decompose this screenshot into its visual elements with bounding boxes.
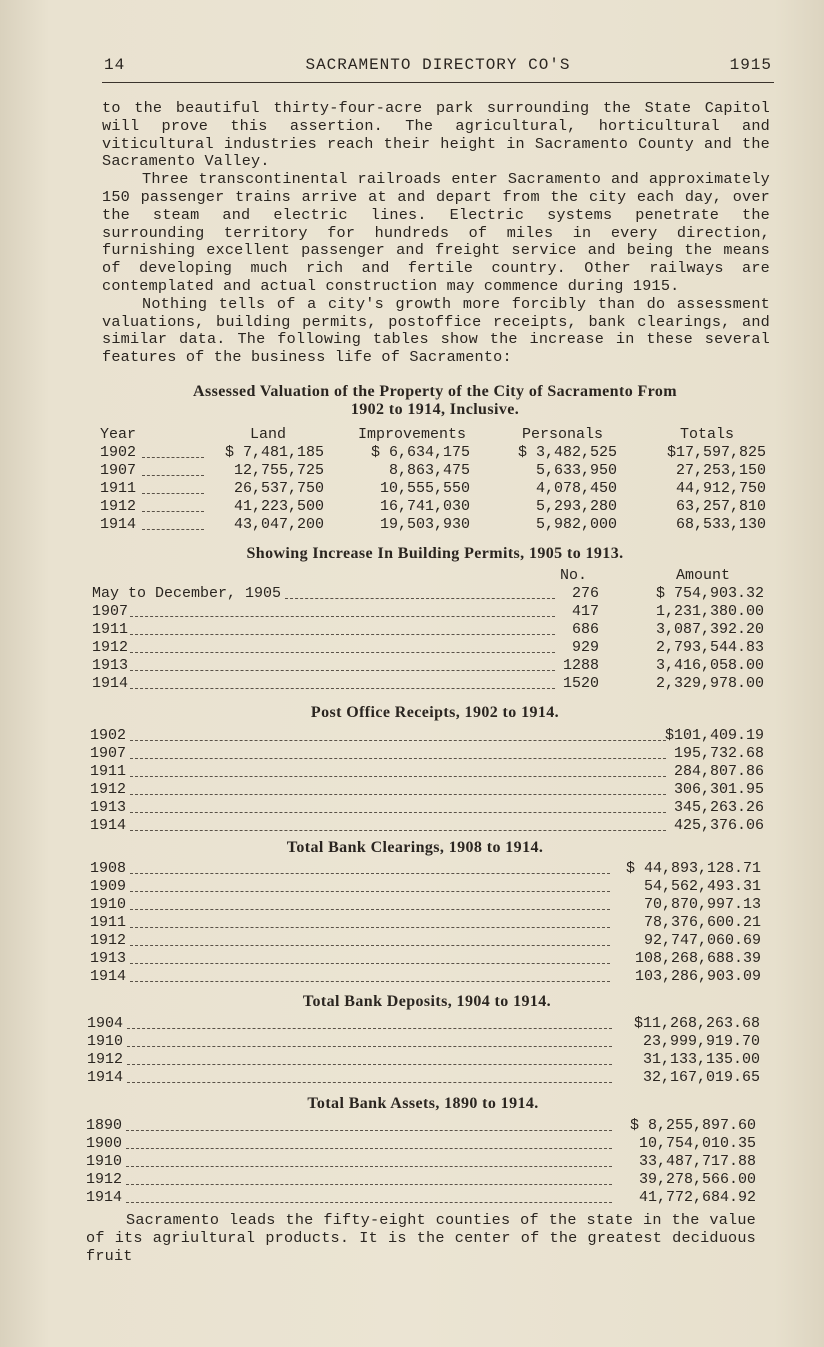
clearings-amount: 92,747,060.69 (643, 932, 761, 949)
assets-amount: 41,772,684.92 (638, 1189, 756, 1206)
deposits-amount: 23,999,919.70 (642, 1033, 760, 1050)
permit-count: 1288 (562, 657, 599, 674)
assets-year: 1912 (86, 1171, 123, 1188)
running-title: SACRAMENTO DIRECTORY CO'S (305, 56, 571, 74)
year-cell: 1912 (100, 498, 137, 515)
permit-count: 276 (571, 585, 599, 602)
permit-count: 929 (571, 639, 599, 656)
totals-cell: 44,912,750 (675, 480, 766, 497)
land-cell: 41,223,500 (233, 498, 324, 515)
permit-period: 1914 (92, 675, 129, 692)
clearings-year: 1913 (90, 950, 127, 967)
personals-cell: 5,982,000 (535, 516, 617, 533)
deposits-year: 1912 (87, 1051, 124, 1068)
deposits-year: 1910 (87, 1033, 124, 1050)
dot-leader (130, 963, 610, 964)
assets-amount: $ 8,255,897.60 (629, 1117, 756, 1134)
personals-cell: 5,633,950 (535, 462, 617, 479)
intro-paragraph-2: Three transcontinental railroads enter Sacramento and approximately 150 passenger trains arrive at and depart from the city each day, over the steam and electric lines. Electric systems penetrate the surrounding territory for hundreds of miles in every direction, furnishing excellent passenger and freight service and being the means of developing much rich and fertile country. Other railways are contemplated and actual construction may commence during 1915. (102, 170, 770, 295)
clearings-amount: 70,870,997.13 (643, 896, 761, 913)
dot-leader (130, 891, 610, 892)
closing-paragraph: Sacramento leads the fifty-eight counties of the state in the value of its agriultural products. It is the center of the greatest deciduous fruit (86, 1211, 756, 1265)
totals-cell: $17,597,825 (666, 444, 766, 461)
column-header: Totals (680, 426, 735, 443)
valuation-title (100, 383, 770, 419)
post-office-amount: 195,732.68 (673, 745, 764, 762)
assets-amount: 10,754,010.35 (638, 1135, 756, 1152)
clearings-year: 1908 (90, 860, 127, 877)
post-office-year: 1914 (90, 817, 127, 834)
clearings-year: 1912 (90, 932, 127, 949)
header-rule (102, 82, 774, 83)
running-year: 1915 (729, 56, 772, 74)
post-office-year: 1902 (90, 727, 127, 744)
land-cell: 26,537,750 (233, 480, 324, 497)
clearings-year: 1909 (90, 878, 127, 895)
clearings-year: 1910 (90, 896, 127, 913)
dot-leader (130, 909, 610, 910)
post-office-year: 1907 (90, 745, 127, 762)
permit-amount: 2,793,544.83 (655, 639, 764, 656)
totals-cell: 63,257,810 (675, 498, 766, 515)
totals-cell: 68,533,130 (675, 516, 766, 533)
year-cell: 1902 (100, 444, 137, 461)
assets-year: 1914 (86, 1189, 123, 1206)
permit-period: 1911 (92, 621, 129, 638)
improvements-cell: 8,863,475 (388, 462, 470, 479)
permit-amount: 3,416,058.00 (655, 657, 764, 674)
deposits-amount: 31,133,135.00 (642, 1051, 760, 1068)
permit-count: 1520 (562, 675, 599, 692)
clearings-amount: 108,268,688.39 (634, 950, 761, 967)
running-head (104, 56, 772, 80)
year-cell: 1914 (100, 516, 137, 533)
assets-year: 1910 (86, 1153, 123, 1170)
deposits-year: 1904 (87, 1015, 124, 1032)
assets-year: 1890 (86, 1117, 123, 1134)
intro-paragraph-1: to the beautiful thirty-four-acre park surrounding the State Capitol will prove this assertion. The agricultural, horticultural and viticultural industries reach their height in Sacramento County and the Sacramento Valley. (102, 99, 770, 171)
personals-cell: 4,078,450 (535, 480, 617, 497)
intro-paragraph-3: Nothing tells of a city's growth more forcibly than do assessment valuations, building permits, postoffice receipts, bank clearings, and similar data. The following tables show the increase in these several features of the business life of Sacramento: (102, 294, 770, 367)
improvements-cell: $ 6,634,175 (370, 444, 470, 461)
column-header: Year (100, 426, 137, 443)
assets-title: Total Bank Assets, 1890 to 1914. (307, 1095, 539, 1112)
clearings-amount: 54,562,493.31 (643, 878, 761, 895)
post-office-year: 1913 (90, 799, 127, 816)
post-office-amount: 284,807.86 (673, 763, 764, 780)
dot-leader (130, 927, 610, 928)
permit-period: 1907 (92, 603, 129, 620)
post-office-amount: 306,301.95 (673, 781, 764, 798)
post-office-amount: $101,409.19 (664, 727, 764, 744)
clearings-year: 1911 (90, 914, 127, 931)
permit-period: 1912 (92, 639, 129, 656)
intro-text (102, 100, 770, 367)
clearings-year: 1914 (90, 968, 127, 985)
land-cell: $ 7,481,185 (224, 444, 324, 461)
deposits-amount: $11,268,263.68 (633, 1015, 760, 1032)
permit-amount: 3,087,392.20 (655, 621, 764, 638)
column-header: No. (560, 567, 588, 584)
deposits-title: Total Bank Deposits, 1904 to 1914. (302, 993, 552, 1010)
personals-cell: $ 3,482,525 (517, 444, 617, 461)
permits-title: Showing Increase In Building Permits, 1905 to 1913. (246, 545, 624, 562)
post-office-amount: 425,376.06 (673, 817, 764, 834)
post-office-year: 1912 (90, 781, 127, 798)
post-office-year: 1911 (90, 763, 127, 780)
assets-year: 1900 (86, 1135, 123, 1152)
totals-cell: 27,253,150 (675, 462, 766, 479)
year-cell: 1911 (100, 480, 137, 497)
land-cell: 12,755,725 (233, 462, 324, 479)
clearings-amount: 78,376,600.21 (643, 914, 761, 931)
improvements-cell: 16,741,030 (379, 498, 470, 515)
valuation-title-line2: 1902 to 1914, Inclusive. (350, 401, 520, 418)
clearings-title: Total Bank Clearings, 1908 to 1914. (286, 839, 544, 856)
permit-amount: $ 754,903.32 (655, 585, 764, 602)
post-office-amount: 345,263.26 (673, 799, 764, 816)
permit-count: 686 (571, 621, 599, 638)
valuation-title-line1: Assessed Valuation of the Property of the City of Sacramento From (192, 383, 678, 400)
clearings-amount: 103,286,903.09 (634, 968, 761, 985)
personals-cell: 5,293,280 (535, 498, 617, 515)
page-number: 14 (104, 56, 126, 74)
column-header: Improvements (358, 426, 467, 443)
post-office-title: Post Office Receipts, 1902 to 1914. (310, 704, 560, 721)
permit-amount: 2,329,978.00 (655, 675, 764, 692)
permit-period: 1913 (92, 657, 129, 674)
permit-amount: 1,231,380.00 (655, 603, 764, 620)
column-header: Personals (522, 426, 604, 443)
dot-leader (130, 945, 610, 946)
land-cell: 43,047,200 (233, 516, 324, 533)
year-cell: 1907 (100, 462, 137, 479)
column-header: Amount (676, 567, 731, 584)
deposits-amount: 32,167,019.65 (642, 1069, 760, 1086)
improvements-cell: 19,503,930 (379, 516, 470, 533)
assets-amount: 39,278,566.00 (638, 1171, 756, 1188)
clearings-amount: $ 44,893,128.71 (625, 860, 761, 877)
assets-amount: 33,487,717.88 (638, 1153, 756, 1170)
closing-text (86, 1212, 756, 1265)
dot-leader (130, 873, 610, 874)
deposits-year: 1914 (87, 1069, 124, 1086)
permit-period: May to December, 1905 (92, 585, 282, 602)
improvements-cell: 10,555,550 (379, 480, 470, 497)
permit-count: 417 (571, 603, 599, 620)
dot-leader (130, 981, 610, 982)
column-header: Land (250, 426, 287, 443)
